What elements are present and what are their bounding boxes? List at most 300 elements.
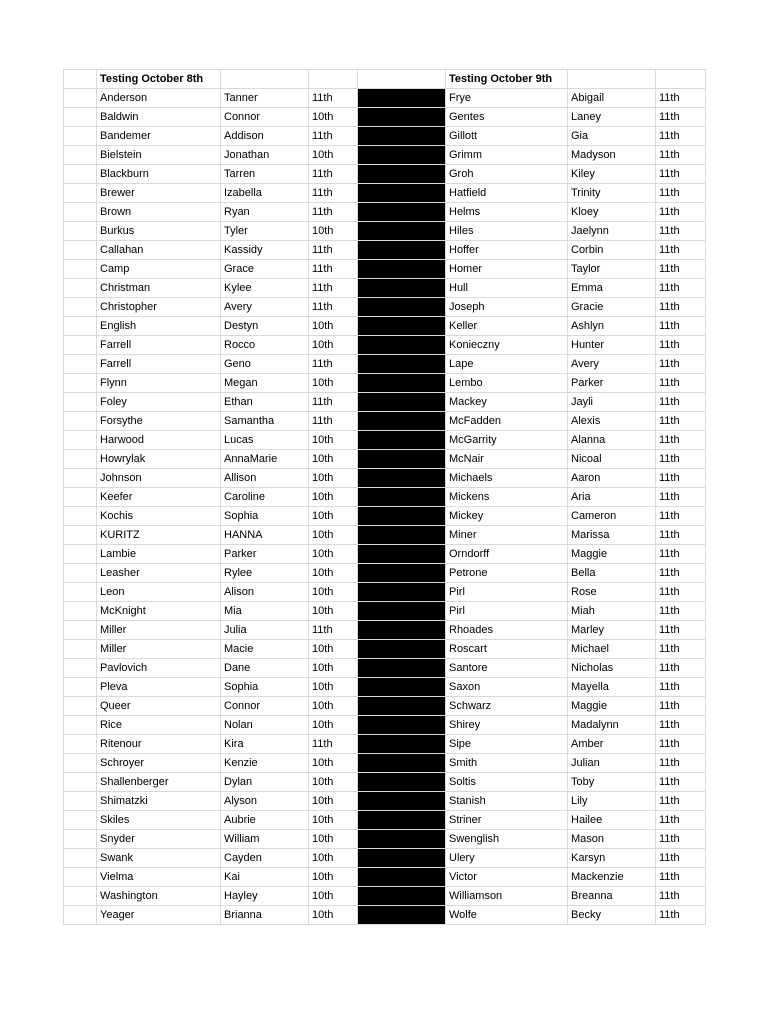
right-grade-cell: 11th <box>656 526 706 545</box>
left-last-name-cell: Brewer <box>97 184 221 203</box>
right-grade-cell: 11th <box>656 830 706 849</box>
empty-cell <box>64 564 97 583</box>
empty-cell <box>64 735 97 754</box>
left-last-name-cell: Skiles <box>97 811 221 830</box>
black-separator-cell <box>358 697 446 716</box>
right-first-name-cell: Rose <box>568 583 656 602</box>
right-first-name-cell: Karsyn <box>568 849 656 868</box>
left-last-name-cell: Vielma <box>97 868 221 887</box>
black-separator-cell <box>358 735 446 754</box>
black-separator-cell <box>358 203 446 222</box>
table-row <box>64 773 706 792</box>
empty-cell <box>64 830 97 849</box>
right-grade-cell: 11th <box>656 412 706 431</box>
left-last-name-cell: Shimatzki <box>97 792 221 811</box>
student-testing-table <box>63 69 706 925</box>
right-last-name-cell: Striner <box>446 811 568 830</box>
left-last-name-cell: Farrell <box>97 336 221 355</box>
left-grade-cell: 11th <box>309 241 358 260</box>
left-grade-cell: 10th <box>309 792 358 811</box>
right-last-name-cell: Swenglish <box>446 830 568 849</box>
black-separator-cell <box>358 355 446 374</box>
empty-cell <box>656 70 706 89</box>
empty-cell <box>568 70 656 89</box>
table-row <box>64 583 706 602</box>
left-first-name-cell: Julia <box>221 621 309 640</box>
right-grade-cell: 11th <box>656 621 706 640</box>
left-first-name-cell: Ethan <box>221 393 309 412</box>
right-first-name-cell: Avery <box>568 355 656 374</box>
left-first-name-cell: Rocco <box>221 336 309 355</box>
left-grade-cell: 10th <box>309 849 358 868</box>
table-row <box>64 336 706 355</box>
empty-cell <box>64 374 97 393</box>
right-last-name-cell: McGarrity <box>446 431 568 450</box>
right-first-name-cell: Hunter <box>568 336 656 355</box>
left-grade-cell: 10th <box>309 830 358 849</box>
empty-cell <box>64 355 97 374</box>
left-grade-cell: 11th <box>309 298 358 317</box>
right-first-name-cell: Parker <box>568 374 656 393</box>
black-separator-cell <box>358 279 446 298</box>
left-first-name-cell: Dylan <box>221 773 309 792</box>
right-first-name-cell: Jaelynn <box>568 222 656 241</box>
right-grade-cell: 11th <box>656 317 706 336</box>
black-separator-cell <box>358 146 446 165</box>
left-grade-cell: 10th <box>309 507 358 526</box>
left-grade-cell: 10th <box>309 773 358 792</box>
right-first-name-cell: Aaron <box>568 469 656 488</box>
black-separator-cell <box>358 450 446 469</box>
left-grade-cell: 10th <box>309 716 358 735</box>
right-last-name-cell: Pirl <box>446 583 568 602</box>
empty-cell <box>64 545 97 564</box>
left-first-name-cell: Samantha <box>221 412 309 431</box>
left-first-name-cell: Mia <box>221 602 309 621</box>
right-grade-cell: 11th <box>656 545 706 564</box>
left-grade-cell: 10th <box>309 108 358 127</box>
black-separator-cell <box>358 849 446 868</box>
right-first-name-cell: Mayella <box>568 678 656 697</box>
empty-cell <box>64 640 97 659</box>
black-separator-cell <box>358 127 446 146</box>
left-grade-cell: 11th <box>309 127 358 146</box>
black-separator-cell <box>358 773 446 792</box>
right-first-name-cell: Aria <box>568 488 656 507</box>
left-first-name-cell: Jonathan <box>221 146 309 165</box>
right-first-name-cell: Lily <box>568 792 656 811</box>
table-row <box>64 545 706 564</box>
left-last-name-cell: Blackburn <box>97 165 221 184</box>
left-last-name-cell: Bandemer <box>97 127 221 146</box>
left-grade-cell: 10th <box>309 602 358 621</box>
left-last-name-cell: Flynn <box>97 374 221 393</box>
right-grade-cell: 11th <box>656 507 706 526</box>
right-grade-cell: 11th <box>656 146 706 165</box>
table-row <box>64 298 706 317</box>
left-last-name-cell: Miller <box>97 640 221 659</box>
empty-cell <box>64 222 97 241</box>
right-first-name-cell: Becky <box>568 906 656 925</box>
empty-cell <box>64 450 97 469</box>
left-first-name-cell: Tarren <box>221 165 309 184</box>
right-first-name-cell: Maggie <box>568 545 656 564</box>
left-last-name-cell: Keefer <box>97 488 221 507</box>
right-first-name-cell: Madalynn <box>568 716 656 735</box>
left-last-name-cell: Callahan <box>97 241 221 260</box>
left-first-name-cell: William <box>221 830 309 849</box>
table-row <box>64 108 706 127</box>
empty-cell <box>64 241 97 260</box>
table-row <box>64 678 706 697</box>
left-first-name-cell: Sophia <box>221 678 309 697</box>
left-first-name-cell: Allison <box>221 469 309 488</box>
table-row <box>64 830 706 849</box>
black-separator-cell <box>358 165 446 184</box>
left-last-name-cell: Kochis <box>97 507 221 526</box>
left-last-name-cell: Christman <box>97 279 221 298</box>
left-first-name-cell: Ryan <box>221 203 309 222</box>
right-last-name-cell: Miner <box>446 526 568 545</box>
right-grade-cell: 11th <box>656 887 706 906</box>
table-row <box>64 735 706 754</box>
right-first-name-cell: Amber <box>568 735 656 754</box>
table-row <box>64 469 706 488</box>
black-separator-cell <box>358 469 446 488</box>
left-grade-cell: 11th <box>309 735 358 754</box>
left-first-name-cell: Alison <box>221 583 309 602</box>
left-last-name-cell: Miller <box>97 621 221 640</box>
right-grade-cell: 11th <box>656 165 706 184</box>
table-row <box>64 602 706 621</box>
black-separator-cell <box>358 640 446 659</box>
empty-cell <box>64 298 97 317</box>
right-first-name-cell: Julian <box>568 754 656 773</box>
empty-cell <box>64 317 97 336</box>
left-first-name-cell: Brianna <box>221 906 309 925</box>
right-last-name-cell: McFadden <box>446 412 568 431</box>
black-separator-cell <box>358 659 446 678</box>
black-separator-cell <box>358 887 446 906</box>
right-first-name-cell: Ashlyn <box>568 317 656 336</box>
left-last-name-cell: Howrylak <box>97 450 221 469</box>
left-first-name-cell: Kassidy <box>221 241 309 260</box>
left-last-name-cell: Bielstein <box>97 146 221 165</box>
table-row <box>64 222 706 241</box>
right-first-name-cell: Gracie <box>568 298 656 317</box>
left-grade-cell: 11th <box>309 621 358 640</box>
right-first-name-cell: Mason <box>568 830 656 849</box>
right-grade-cell: 11th <box>656 431 706 450</box>
left-last-name-cell: Leon <box>97 583 221 602</box>
right-first-name-cell: Taylor <box>568 260 656 279</box>
table-row <box>64 127 706 146</box>
right-first-name-cell: Maggie <box>568 697 656 716</box>
left-last-name-cell: Shallenberger <box>97 773 221 792</box>
left-grade-cell: 10th <box>309 640 358 659</box>
left-grade-cell: 10th <box>309 450 358 469</box>
left-grade-cell: 11th <box>309 355 358 374</box>
left-first-name-cell: Kylee <box>221 279 309 298</box>
empty-cell <box>358 70 446 89</box>
right-first-name-cell: Miah <box>568 602 656 621</box>
right-first-name-cell: Mackenzie <box>568 868 656 887</box>
left-last-name-cell: Camp <box>97 260 221 279</box>
right-grade-cell: 11th <box>656 355 706 374</box>
left-last-name-cell: Washington <box>97 887 221 906</box>
left-grade-cell: 11th <box>309 393 358 412</box>
right-last-name-cell: Lembo <box>446 374 568 393</box>
right-last-name-cell: Lape <box>446 355 568 374</box>
black-separator-cell <box>358 393 446 412</box>
right-grade-cell: 11th <box>656 564 706 583</box>
left-grade-cell: 10th <box>309 488 358 507</box>
right-last-name-cell: Saxon <box>446 678 568 697</box>
left-last-name-cell: Queer <box>97 697 221 716</box>
table-row <box>64 507 706 526</box>
right-grade-cell: 11th <box>656 602 706 621</box>
right-last-name-cell: Petrone <box>446 564 568 583</box>
black-separator-cell <box>358 298 446 317</box>
black-separator-cell <box>358 583 446 602</box>
left-last-name-cell: Schroyer <box>97 754 221 773</box>
table-row <box>64 450 706 469</box>
empty-cell <box>64 868 97 887</box>
right-last-name-cell: Roscart <box>446 640 568 659</box>
right-last-name-cell: Frye <box>446 89 568 108</box>
table-row <box>64 279 706 298</box>
right-grade-cell: 11th <box>656 716 706 735</box>
black-separator-cell <box>358 412 446 431</box>
right-first-name-cell: Trinity <box>568 184 656 203</box>
empty-cell <box>64 431 97 450</box>
black-separator-cell <box>358 336 446 355</box>
left-grade-cell: 10th <box>309 545 358 564</box>
table-row <box>64 184 706 203</box>
right-grade-cell: 11th <box>656 849 706 868</box>
right-last-name-cell: Rhoades <box>446 621 568 640</box>
black-separator-cell <box>358 507 446 526</box>
left-last-name-cell: Farrell <box>97 355 221 374</box>
black-separator-cell <box>358 678 446 697</box>
empty-cell <box>64 602 97 621</box>
black-separator-cell <box>358 564 446 583</box>
table-row <box>64 488 706 507</box>
left-first-name-cell: Destyn <box>221 317 309 336</box>
table-row <box>64 355 706 374</box>
empty-cell <box>64 393 97 412</box>
right-last-name-cell: Ulery <box>446 849 568 868</box>
left-grade-cell: 10th <box>309 583 358 602</box>
right-grade-cell: 11th <box>656 450 706 469</box>
left-grade-cell: 10th <box>309 678 358 697</box>
right-grade-cell: 11th <box>656 792 706 811</box>
table-row <box>64 241 706 260</box>
left-last-name-cell: Ritenour <box>97 735 221 754</box>
right-first-name-cell: Jayli <box>568 393 656 412</box>
black-separator-cell <box>358 222 446 241</box>
empty-cell <box>64 678 97 697</box>
left-last-name-cell: Baldwin <box>97 108 221 127</box>
left-first-name-cell: AnnaMarie <box>221 450 309 469</box>
left-grade-cell: 11th <box>309 165 358 184</box>
left-grade-cell: 10th <box>309 336 358 355</box>
right-grade-cell: 11th <box>656 336 706 355</box>
empty-cell <box>64 336 97 355</box>
left-first-name-cell: Sophia <box>221 507 309 526</box>
table-row <box>64 146 706 165</box>
table-row <box>64 89 706 108</box>
empty-cell <box>64 260 97 279</box>
right-grade-cell: 11th <box>656 393 706 412</box>
left-first-name-cell: Dane <box>221 659 309 678</box>
right-first-name-cell: Abigail <box>568 89 656 108</box>
right-first-name-cell: Madyson <box>568 146 656 165</box>
left-grade-cell: 10th <box>309 146 358 165</box>
right-grade-cell: 11th <box>656 659 706 678</box>
right-group-header: Testing October 9th <box>446 70 568 89</box>
black-separator-cell <box>358 621 446 640</box>
left-grade-cell: 10th <box>309 374 358 393</box>
left-first-name-cell: Kira <box>221 735 309 754</box>
header-row <box>64 70 706 89</box>
left-grade-cell: 11th <box>309 203 358 222</box>
right-grade-cell: 11th <box>656 184 706 203</box>
right-grade-cell: 11th <box>656 868 706 887</box>
left-last-name-cell: Christopher <box>97 298 221 317</box>
left-last-name-cell: McKnight <box>97 602 221 621</box>
left-grade-cell: 10th <box>309 887 358 906</box>
empty-cell <box>64 279 97 298</box>
right-last-name-cell: Mickey <box>446 507 568 526</box>
empty-cell <box>64 906 97 925</box>
right-last-name-cell: Helms <box>446 203 568 222</box>
left-first-name-cell: Grace <box>221 260 309 279</box>
right-last-name-cell: Mickens <box>446 488 568 507</box>
black-separator-cell <box>358 317 446 336</box>
left-first-name-cell: Izabella <box>221 184 309 203</box>
right-first-name-cell: Kloey <box>568 203 656 222</box>
right-last-name-cell: Victor <box>446 868 568 887</box>
left-last-name-cell: Forsythe <box>97 412 221 431</box>
left-grade-cell: 11th <box>309 260 358 279</box>
empty-cell <box>64 773 97 792</box>
table-row <box>64 792 706 811</box>
right-last-name-cell: Shirey <box>446 716 568 735</box>
right-last-name-cell: Michaels <box>446 469 568 488</box>
empty-cell <box>64 146 97 165</box>
black-separator-cell <box>358 184 446 203</box>
right-grade-cell: 11th <box>656 127 706 146</box>
empty-cell <box>64 70 97 89</box>
empty-cell <box>64 526 97 545</box>
left-grade-cell: 10th <box>309 317 358 336</box>
right-last-name-cell: Santore <box>446 659 568 678</box>
black-separator-cell <box>358 830 446 849</box>
right-last-name-cell: Pirl <box>446 602 568 621</box>
left-grade-cell: 10th <box>309 868 358 887</box>
black-separator-cell <box>358 602 446 621</box>
table-row <box>64 754 706 773</box>
right-last-name-cell: Grimm <box>446 146 568 165</box>
left-grade-cell: 10th <box>309 811 358 830</box>
left-first-name-cell: Avery <box>221 298 309 317</box>
black-separator-cell <box>358 545 446 564</box>
left-last-name-cell: Yeager <box>97 906 221 925</box>
left-last-name-cell: Johnson <box>97 469 221 488</box>
right-first-name-cell: Laney <box>568 108 656 127</box>
table-row <box>64 393 706 412</box>
left-last-name-cell: Leasher <box>97 564 221 583</box>
left-first-name-cell: Tyler <box>221 222 309 241</box>
right-last-name-cell: Homer <box>446 260 568 279</box>
right-last-name-cell: Wolfe <box>446 906 568 925</box>
left-grade-cell: 10th <box>309 659 358 678</box>
right-first-name-cell: Breanna <box>568 887 656 906</box>
empty-cell <box>64 621 97 640</box>
right-grade-cell: 11th <box>656 222 706 241</box>
left-grade-cell: 10th <box>309 906 358 925</box>
right-first-name-cell: Bella <box>568 564 656 583</box>
empty-cell <box>221 70 309 89</box>
right-last-name-cell: Hiles <box>446 222 568 241</box>
right-last-name-cell: Stanish <box>446 792 568 811</box>
empty-cell <box>64 849 97 868</box>
table-row <box>64 640 706 659</box>
left-first-name-cell: Macie <box>221 640 309 659</box>
right-grade-cell: 11th <box>656 89 706 108</box>
empty-cell <box>64 488 97 507</box>
left-last-name-cell: Lambie <box>97 545 221 564</box>
right-last-name-cell: Soltis <box>446 773 568 792</box>
black-separator-cell <box>358 488 446 507</box>
left-last-name-cell: Swank <box>97 849 221 868</box>
table-row <box>64 849 706 868</box>
table-row <box>64 260 706 279</box>
left-last-name-cell: Snyder <box>97 830 221 849</box>
left-first-name-cell: Rylee <box>221 564 309 583</box>
left-grade-cell: 11th <box>309 89 358 108</box>
black-separator-cell <box>358 108 446 127</box>
table-row <box>64 659 706 678</box>
table-row <box>64 811 706 830</box>
table-row <box>64 621 706 640</box>
table-row <box>64 887 706 906</box>
right-first-name-cell: Corbin <box>568 241 656 260</box>
black-separator-cell <box>358 811 446 830</box>
right-grade-cell: 11th <box>656 735 706 754</box>
left-grade-cell: 10th <box>309 469 358 488</box>
table-row <box>64 716 706 735</box>
left-first-name-cell: Connor <box>221 108 309 127</box>
right-grade-cell: 11th <box>656 906 706 925</box>
left-last-name-cell: Harwood <box>97 431 221 450</box>
right-first-name-cell: Kiley <box>568 165 656 184</box>
right-grade-cell: 11th <box>656 279 706 298</box>
left-first-name-cell: Connor <box>221 697 309 716</box>
right-first-name-cell: Nicholas <box>568 659 656 678</box>
left-group-header: Testing October 8th <box>97 70 221 89</box>
table-row <box>64 374 706 393</box>
table-row <box>64 431 706 450</box>
right-last-name-cell: Hatfield <box>446 184 568 203</box>
table-row <box>64 203 706 222</box>
left-last-name-cell: Foley <box>97 393 221 412</box>
black-separator-cell <box>358 868 446 887</box>
right-grade-cell: 11th <box>656 298 706 317</box>
empty-cell <box>64 89 97 108</box>
left-last-name-cell: Brown <box>97 203 221 222</box>
